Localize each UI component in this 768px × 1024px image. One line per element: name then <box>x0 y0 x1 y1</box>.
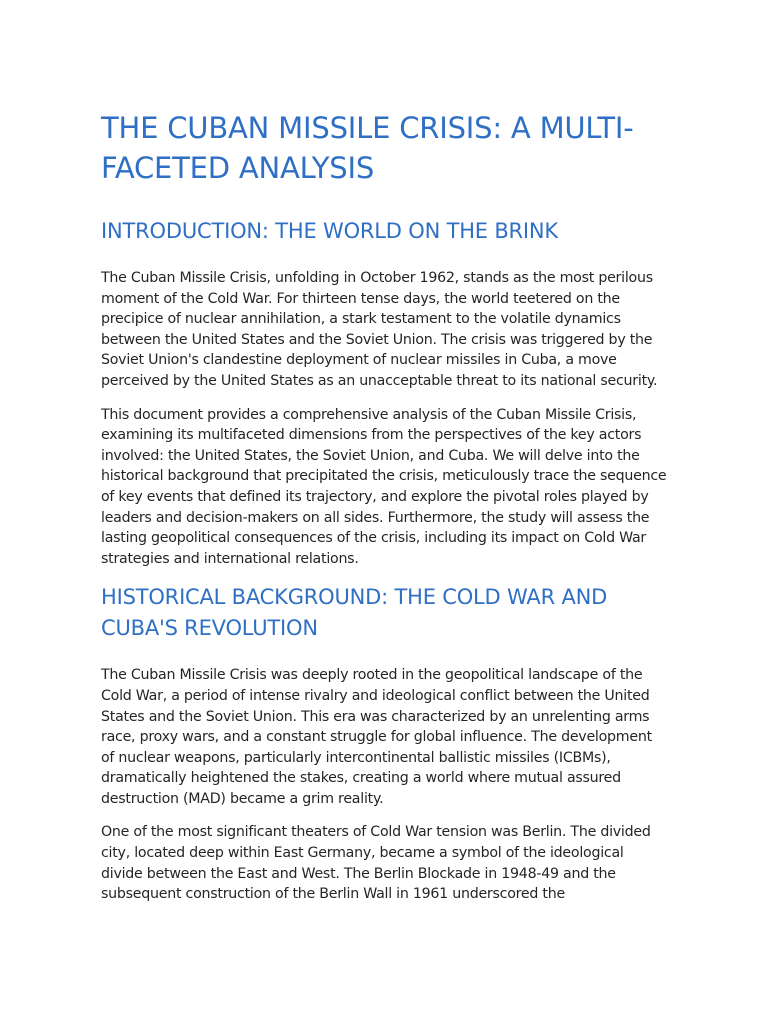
paragraph: The Cuban Missile Crisis was deeply rooted in the geopolitical landscape of the Cold War, a period of intense rivalry and ideological conflict between the United States and the Soviet Union. This era was characterized by an unrelenting arms race, proxy wars, and a constant struggle for global influence. The development of nuclear weapons, particularly intercontinental ballistic missiles (ICBMs), dramatically heightened the stakes, creating a world where mutual assured destruction (MAD) became a grim reality. <box>101 667 652 807</box>
section-heading-introduction: INTRODUCTION: THE WORLD ON THE BRINK <box>101 219 559 243</box>
paragraph: One of the most significant theaters of Cold War tension was Berlin. The divided city, located deep within East Germany, became a symbol of the ideological divide between the East and West. The Berlin Blockade in 1948-49 and the subsequent construction of the Berlin Wall in 1961 underscored the <box>101 824 651 903</box>
section-introduction <box>101 216 668 569</box>
section-heading-historical-background: HISTORICAL BACKGROUND: THE COLD WAR AND CUBA'S REVOLUTION <box>101 585 608 641</box>
section-historical-background <box>101 582 668 905</box>
paragraph: This document provides a comprehensive analysis of the Cuban Missile Crisis, examining its multifaceted dimensions from the perspectives of the key actors involved: the United States, the Soviet Union, and Cuba. We will delve into the historical background that precipitated the crisis, meticulously trace the sequence of key events that defined its trajectory, and explore the pivotal roles played by leaders and decision-makers on all sides. Furthermore, the study will assess the lasting geopolitical consequences of the crisis, including its impact on Cold War strategies and international relations. <box>101 406 667 567</box>
document-title: THE CUBAN MISSILE CRISIS: A MULTI-FACETED ANALYSIS <box>101 111 634 185</box>
paragraph: The Cuban Missile Crisis, unfolding in October 1962, stands as the most perilous moment of the Cold War. For thirteen tense days, the world teetered on the precipice of nuclear annihilation, a stark testament to the volatile dynamics between the United States and the Soviet Union. The crisis was triggered by the Soviet Union's clandestine deployment of nuclear missiles in Cuba, a move perceived by the United States as an unacceptable threat to its national security. <box>101 270 658 389</box>
